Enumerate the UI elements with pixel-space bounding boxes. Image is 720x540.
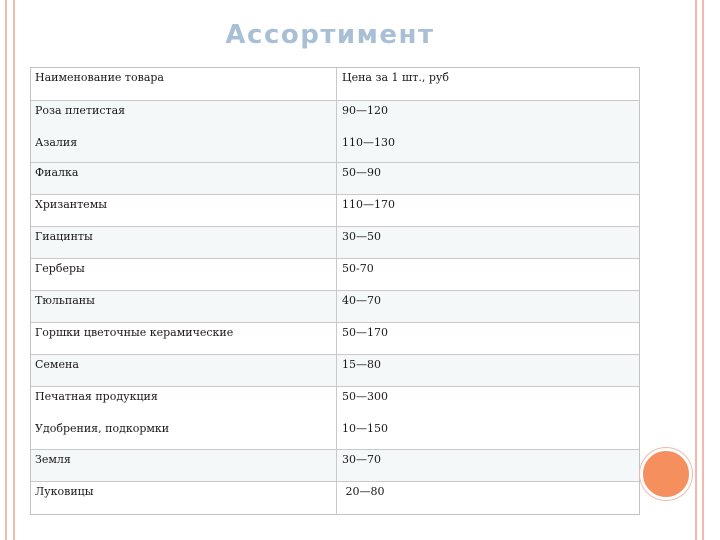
row-name: Гиацинты xyxy=(31,227,337,258)
table-row xyxy=(31,290,639,322)
row-name: Хризантемы xyxy=(31,195,337,226)
row-price: 110—130 xyxy=(342,136,395,149)
header-product-name: Наименование товара xyxy=(31,68,337,100)
row-price: 10—150 xyxy=(342,422,388,435)
decorative-circle xyxy=(640,448,692,500)
table-row xyxy=(31,449,639,481)
row-name: Земля xyxy=(31,450,337,481)
table-row xyxy=(31,194,639,226)
table-row xyxy=(31,386,639,449)
row-price: 110—170 xyxy=(342,198,395,211)
row-name: Печатная продукция xyxy=(35,390,158,403)
row-price: 90—120 xyxy=(342,104,388,117)
row-price: 50-70 xyxy=(342,262,374,275)
table-row xyxy=(31,258,639,290)
header-price: Цена за 1 шт., руб xyxy=(342,71,449,84)
table-row xyxy=(31,162,639,194)
table-header-row xyxy=(31,68,639,100)
row-price: 50—90 xyxy=(342,166,381,179)
slide-title: Ассортимент xyxy=(225,20,435,50)
table-row xyxy=(31,226,639,258)
row-name: Горшки цветочные керамические xyxy=(31,323,337,354)
row-price: 15—80 xyxy=(342,358,381,371)
table-row xyxy=(31,354,639,386)
table-row xyxy=(31,100,639,162)
row-name: Семена xyxy=(31,355,337,386)
price-table xyxy=(30,67,640,515)
row-price: 50—170 xyxy=(342,326,388,339)
row-name: Азалия xyxy=(35,136,78,149)
table-row xyxy=(31,481,639,514)
row-name: Фиалка xyxy=(31,163,337,194)
row-price: 50—300 xyxy=(342,390,388,403)
row-price: 40—70 xyxy=(342,294,381,307)
row-price: 20—80 xyxy=(342,485,385,498)
row-name: Роза плетистая xyxy=(35,104,126,117)
table-row xyxy=(31,322,639,354)
row-name: Тюльпаны xyxy=(31,291,337,322)
row-price: 30—70 xyxy=(342,453,381,466)
row-name: Удобрения, подкормки xyxy=(35,422,170,435)
row-name: Герберы xyxy=(31,259,337,290)
row-price: 30—50 xyxy=(342,230,381,243)
row-name: Луковицы xyxy=(31,482,337,514)
